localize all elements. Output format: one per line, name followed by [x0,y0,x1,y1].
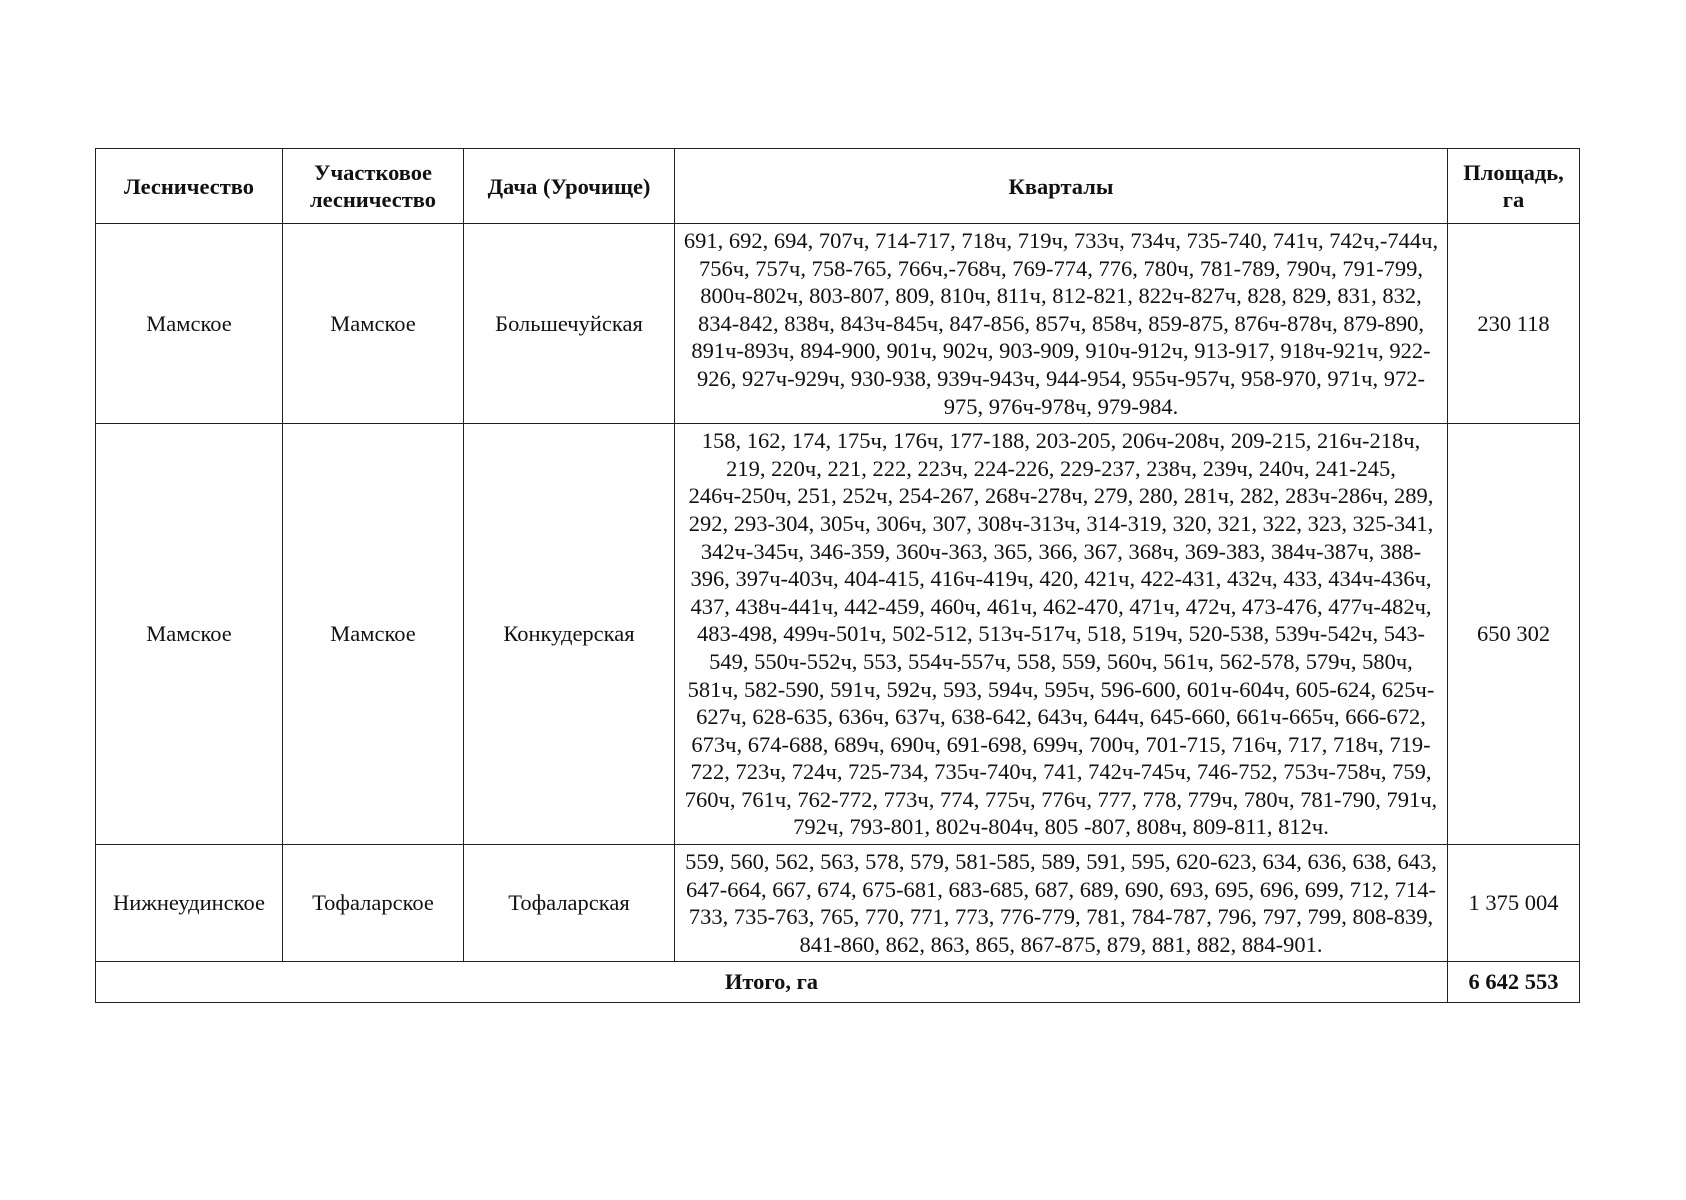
header-forestry-text: Лесничество [123,173,255,199]
header-quarters-text: Кварталы [1008,173,1114,199]
cell-area: 230 118 [1448,224,1580,424]
header-dacha-text: Дача (Урочище) [487,173,651,199]
header-quarters [675,149,1448,224]
cell-district-forestry: Мамское [283,224,464,424]
cell-district-forestry: Мамское [283,424,464,845]
forest-quarters-table [95,148,1580,1003]
cell-forestry: Мамское [96,424,283,845]
header-area-line1: Площадь, [1463,160,1564,185]
table-row [96,424,1580,845]
cell-forestry: Мамское [96,224,283,424]
cell-district-forestry: Тофаларское [283,845,464,962]
header-forestry [96,149,283,224]
header-district-line1: Участковое [313,160,433,185]
table-row [96,224,1580,424]
cell-area: 1 375 004 [1448,845,1580,962]
cell-area: 650 302 [1448,424,1580,845]
header-area-line2: га [1502,187,1525,212]
cell-quarters: 158, 162, 174, 175ч, 176ч, 177-188, 203-205, 206ч-208ч, 209-215, 216ч-218ч, 219, 220ч, 221, 222, 223ч, 224-226, 229-237, 238ч, 239ч, 240ч, 241-245, 246ч-250ч, 251, 252ч, 254-267, 268ч-278ч, 279, 280, 281ч, 282, 283ч-286ч, 289, 292, 293-304, 305ч, 306ч, 307, 308ч-313ч, 314-319, 320, 321, 322, 323, 325-341, 342ч-345ч, 346-359, 360ч-363, 365, 366, 367, 368ч, 369-383, 384ч-387ч, 388-396, 397ч-403ч, 404-415, 416ч-419ч, 420, 421ч, 422-431, 432ч, 433, 434ч-436ч, 437, 438ч-441ч, 442-459, 460ч, 461ч, 462-470, 471ч, 472ч, 473-476, 477ч-482ч, 483-498, 499ч-501ч, 502-512, 513ч-517ч, 518, 519ч, 520-538, 539ч-542ч, 543-549, 550ч-552ч, 553, 554ч-557ч, 558, 559, 560ч, 561ч, 562-578, 579ч, 580ч, 581ч, 582-590, 591ч, 592ч, 593, 594ч, 595ч, 596-600, 601ч-604ч, 605-624, 625ч- 627ч, 628-635, 636ч, 637ч, 638-642, 643ч, 644ч, 645-660, 661ч-665ч, 666-672, 673ч, 674-688, 689ч, 690ч, 691-698, 699ч, 700ч, 701-715, 716ч, 717, 718ч, 719- 722, 723ч, 724ч, 725-734, 735ч-740ч, 741, 742ч-745ч, 746-752, 753ч-758ч, 759, 760ч, 761ч, 762-772, 773ч, 774, 775ч, 776ч, 777, 778, 779ч, 780ч, 781-790, 791ч, 792ч, 793-801, 802ч-804ч, 805 -807, 808ч, 809-811, 812ч. [675,424,1448,845]
total-label: Итого, га [96,962,1448,1003]
table-row [96,845,1580,962]
cell-dacha: Большечуйская [464,224,675,424]
cell-forestry: Нижнеудинское [96,845,283,962]
cell-dacha: Тофаларская [464,845,675,962]
table-header-row [96,149,1580,224]
header-dacha [464,149,675,224]
cell-dacha: Конкудерская [464,424,675,845]
cell-quarters: 559, 560, 562, 563, 578, 579, 581-585, 589, 591, 595, 620-623, 634, 636, 638, 643, 647-664, 667, 674, 675-681, 683-685, 687, 689, 690, 693, 695, 696, 699, 712, 714-733, 735-763, 765, 770, 771, 773, 776-779, 781, 784-787, 796, 797, 799, 808-839, 841-860, 862, 863, 865, 867-875, 879, 881, 882, 884-901. [675,845,1448,962]
cell-quarters: 691, 692, 694, 707ч, 714-717, 718ч, 719ч, 733ч, 734ч, 735-740, 741ч, 742ч,-744ч, 756ч, 757ч, 758-765, 766ч,-768ч, 769-774, 776, 780ч, 781-789, 790ч, 791-799, 800ч-802ч, 803-807, 809, 810ч, 811ч, 812-821, 822ч-827ч, 828, 829, 831, 832, 834-842, 838ч, 843ч-845ч, 847-856, 857ч, 858ч, 859-875, 876ч-878ч, 879-890, 891ч-893ч, 894-900, 901ч, 902ч, 903-909, 910ч-912ч, 913-917, 918ч-921ч, 922-926, 927ч-929ч, 930-938, 939ч-943ч, 944-954, 955ч-957ч, 958-970, 971ч, 972-975, 976ч-978ч, 979-984. [675,224,1448,424]
total-value: 6 642 553 [1448,962,1580,1003]
header-district-line2: лесничество [309,187,437,212]
total-row [96,962,1580,1003]
header-district-forestry [283,149,464,224]
header-area [1448,149,1580,224]
